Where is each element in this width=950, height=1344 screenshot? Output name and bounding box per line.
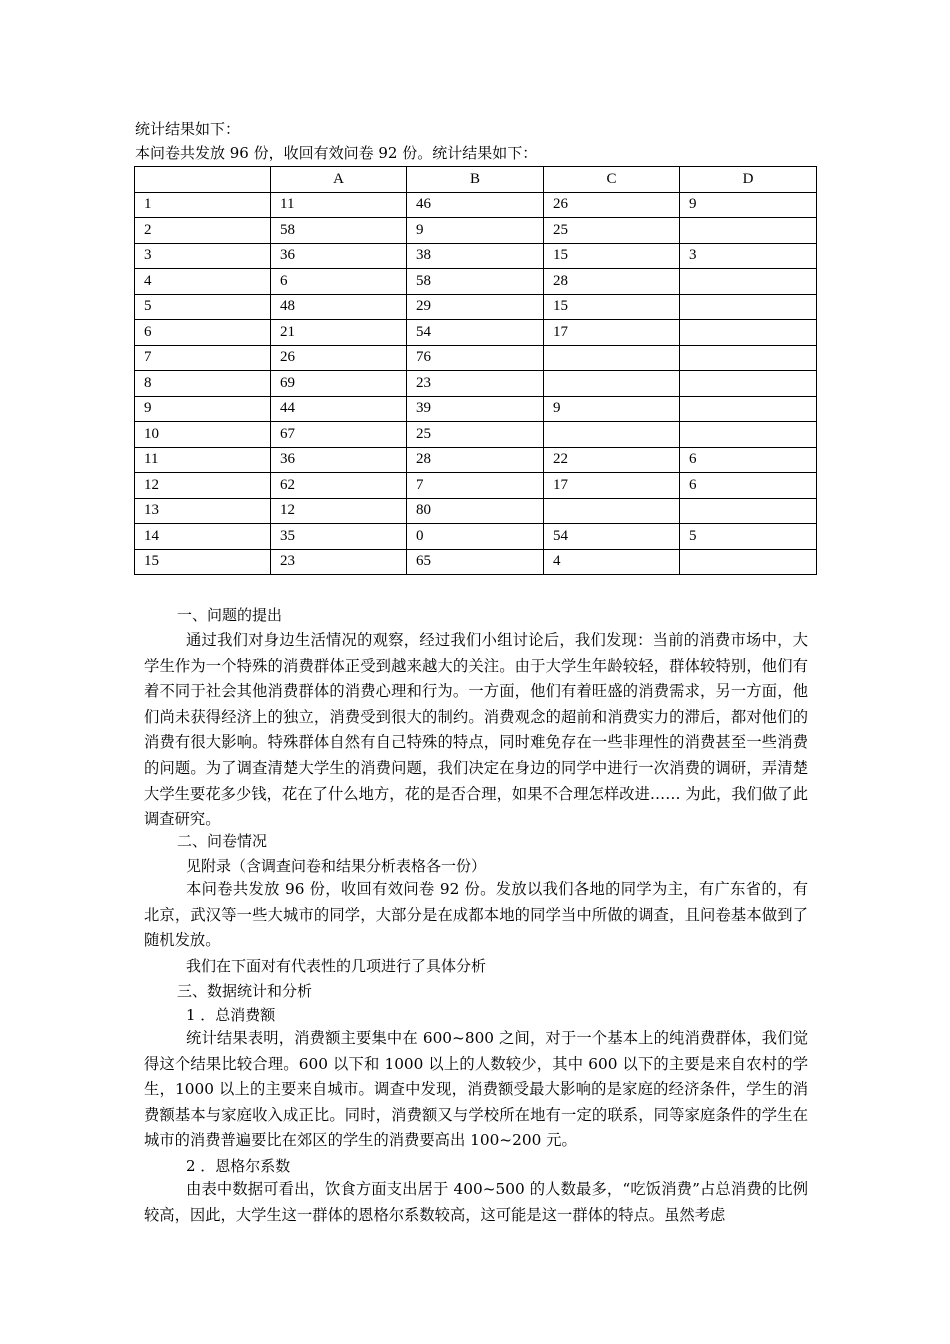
table-cell xyxy=(680,371,817,397)
analysis-note: 我们在下面对有代表性的几项进行了具体分析 xyxy=(186,957,487,975)
subsection-2-paragraph: 由表中数据可看出，饮食方面支出居于 400~500 的人数最多，“吃饭消费”占总消费的比例较高，因此，大学生这一群体的恩格尔系数较高，这可能是这一群体的特点。虽然考虑 xyxy=(144,1180,808,1224)
table-cell xyxy=(680,549,817,575)
table-header-cell: B xyxy=(407,167,544,193)
table-cell: 76 xyxy=(407,345,544,371)
row-label-cell: 8 xyxy=(135,371,271,397)
table-cell: 11 xyxy=(271,192,407,218)
section-1-paragraph: 通过我们对身边生活情况的观察，经过我们小组讨论后，我们发现：当前的消费市场中，大学生作为一个特殊的消费群体正受到越来越大的关注。由于大学生年龄较轻，群体较特别，他们有着不同于社会其他消费群体的消费心理和行为。一方面，他们有着旺盛的消费需求，另一方面，他们尚未获得经济上的独立，消费受到很大的制约。消费观念的超前和消费实力的滞后，都对他们的消费有很大影响。特殊群体自然有自己特殊的特点，同时难免存在一些非理性的消费甚至一些消费的问题。为了调查清楚大学生的消费问题，我们决定在身边的同学中进行一次消费的调研，弄清楚大学生要花多少钱，花在了什么地方，花的是否合理，如果不合理怎样改进…… 为此，我们做了此调查研究。 xyxy=(144,631,808,829)
table-cell: 26 xyxy=(544,192,680,218)
table-cell: 36 xyxy=(271,243,407,269)
table-cell: 54 xyxy=(544,524,680,550)
row-label-cell: 12 xyxy=(135,473,271,499)
table-cell: 17 xyxy=(544,473,680,499)
table-cell: 36 xyxy=(271,447,407,473)
intro-line-1: 统计结果如下： xyxy=(135,120,241,138)
table-cell: 54 xyxy=(407,320,544,346)
table-cell: 28 xyxy=(544,269,680,295)
row-label-cell: 2 xyxy=(135,218,271,244)
table-cell xyxy=(544,371,680,397)
table-header-cell xyxy=(135,167,271,193)
table-cell: 0 xyxy=(407,524,544,550)
table-cell: 38 xyxy=(407,243,544,269)
table-row xyxy=(135,320,817,346)
table-cell: 23 xyxy=(271,549,407,575)
row-label-cell: 7 xyxy=(135,345,271,371)
subsection-2-body xyxy=(144,1177,808,1228)
section-1-title: 一、问题的提出 xyxy=(177,606,283,624)
row-label-cell: 15 xyxy=(135,549,271,575)
table-cell: 35 xyxy=(271,524,407,550)
intro-line-2: 本问卷共发放 96 份，收回有效问卷 92 份。统计结果如下： xyxy=(135,144,538,162)
table-cell: 22 xyxy=(544,447,680,473)
row-label-cell: 3 xyxy=(135,243,271,269)
table-cell: 46 xyxy=(407,192,544,218)
table-cell: 48 xyxy=(271,294,407,320)
table-cell xyxy=(680,396,817,422)
table-row xyxy=(135,498,817,524)
table-cell xyxy=(680,320,817,346)
section-2-title: 二、问卷情况 xyxy=(177,832,268,850)
table-row xyxy=(135,396,817,422)
table-row xyxy=(135,243,817,269)
table-cell: 62 xyxy=(271,473,407,499)
statistics-table xyxy=(134,166,817,575)
table-cell xyxy=(544,498,680,524)
table-row xyxy=(135,345,817,371)
subsection-1-title: 1 ．总消费额 xyxy=(186,1006,276,1024)
table-cell xyxy=(680,422,817,448)
table-row xyxy=(135,422,817,448)
table-cell: 9 xyxy=(544,396,680,422)
table-cell: 17 xyxy=(544,320,680,346)
table-cell: 12 xyxy=(271,498,407,524)
table-cell xyxy=(544,345,680,371)
table-cell: 7 xyxy=(407,473,544,499)
table-header-cell: C xyxy=(544,167,680,193)
table-cell: 39 xyxy=(407,396,544,422)
row-label-cell: 4 xyxy=(135,269,271,295)
table-header-cell: A xyxy=(271,167,407,193)
row-label-cell: 1 xyxy=(135,192,271,218)
table-cell xyxy=(680,498,817,524)
table-row xyxy=(135,447,817,473)
table-cell: 80 xyxy=(407,498,544,524)
table-cell: 9 xyxy=(407,218,544,244)
table-row xyxy=(135,473,817,499)
table-cell: 15 xyxy=(544,243,680,269)
table-header-row xyxy=(135,167,817,193)
table-header-cell: D xyxy=(680,167,817,193)
section-2-paragraph: 本问卷共发放 96 份，收回有效问卷 92 份。发放以我们各地的同学为主，有广东省的，有北京，武汉等一些大城市的同学，大部分是在成都本地的同学当中所做的调查，且问卷基本做到了随机发放。 xyxy=(144,880,808,950)
table-cell: 67 xyxy=(271,422,407,448)
table-row xyxy=(135,218,817,244)
table-row xyxy=(135,524,817,550)
subsection-2-title: 2 ．恩格尔系数 xyxy=(186,1157,291,1175)
table-cell: 6 xyxy=(271,269,407,295)
table-row xyxy=(135,192,817,218)
table-cell: 9 xyxy=(680,192,817,218)
table-row xyxy=(135,371,817,397)
table-cell: 69 xyxy=(271,371,407,397)
table-cell xyxy=(680,294,817,320)
appendix-note: 见附录（含调查问卷和结果分析表格各一份） xyxy=(186,857,487,875)
section-2-body xyxy=(144,877,808,954)
table-cell: 23 xyxy=(407,371,544,397)
table-cell: 25 xyxy=(407,422,544,448)
table-cell: 44 xyxy=(271,396,407,422)
row-label-cell: 11 xyxy=(135,447,271,473)
section-1-body xyxy=(144,628,808,833)
row-label-cell: 13 xyxy=(135,498,271,524)
table-cell: 5 xyxy=(680,524,817,550)
subsection-1-body xyxy=(144,1026,808,1154)
table-cell: 4 xyxy=(544,549,680,575)
row-label-cell: 9 xyxy=(135,396,271,422)
row-label-cell: 5 xyxy=(135,294,271,320)
table-row xyxy=(135,269,817,295)
table-row xyxy=(135,294,817,320)
table-body xyxy=(135,192,817,575)
table-row xyxy=(135,549,817,575)
section-3-title: 三、数据统计和分析 xyxy=(177,982,313,1000)
table-cell: 21 xyxy=(271,320,407,346)
subsection-1-paragraph: 统计结果表明，消费额主要集中在 600~800 之间，对于一个基本上的纯消费群体，我们觉得这个结果比较合理。600 以下和 1000 以上的人数较少，其中 600 以下的主要是来自农村的学生，1000 以上的主要来自城市。调查中发现，消费额受最大影响的是家庭的经济条件，学生的消费额基本与家庭收入成正比。同时，消费额又与学校所在地有一定的联系，同等家庭条件的学生在城市的消费普遍要比在郊区的学生的消费要高出 100~200 元。 xyxy=(144,1029,808,1150)
table-cell xyxy=(680,269,817,295)
table-cell xyxy=(680,345,817,371)
row-label-cell: 14 xyxy=(135,524,271,550)
table-cell xyxy=(680,218,817,244)
table-cell: 29 xyxy=(407,294,544,320)
table-cell: 28 xyxy=(407,447,544,473)
table-cell xyxy=(544,422,680,448)
table-cell: 26 xyxy=(271,345,407,371)
row-label-cell: 6 xyxy=(135,320,271,346)
table-cell: 6 xyxy=(680,447,817,473)
table-cell: 15 xyxy=(544,294,680,320)
table-cell: 6 xyxy=(680,473,817,499)
row-label-cell: 10 xyxy=(135,422,271,448)
table-cell: 3 xyxy=(680,243,817,269)
table-cell: 65 xyxy=(407,549,544,575)
table-cell: 58 xyxy=(407,269,544,295)
table-cell: 58 xyxy=(271,218,407,244)
table-cell: 25 xyxy=(544,218,680,244)
